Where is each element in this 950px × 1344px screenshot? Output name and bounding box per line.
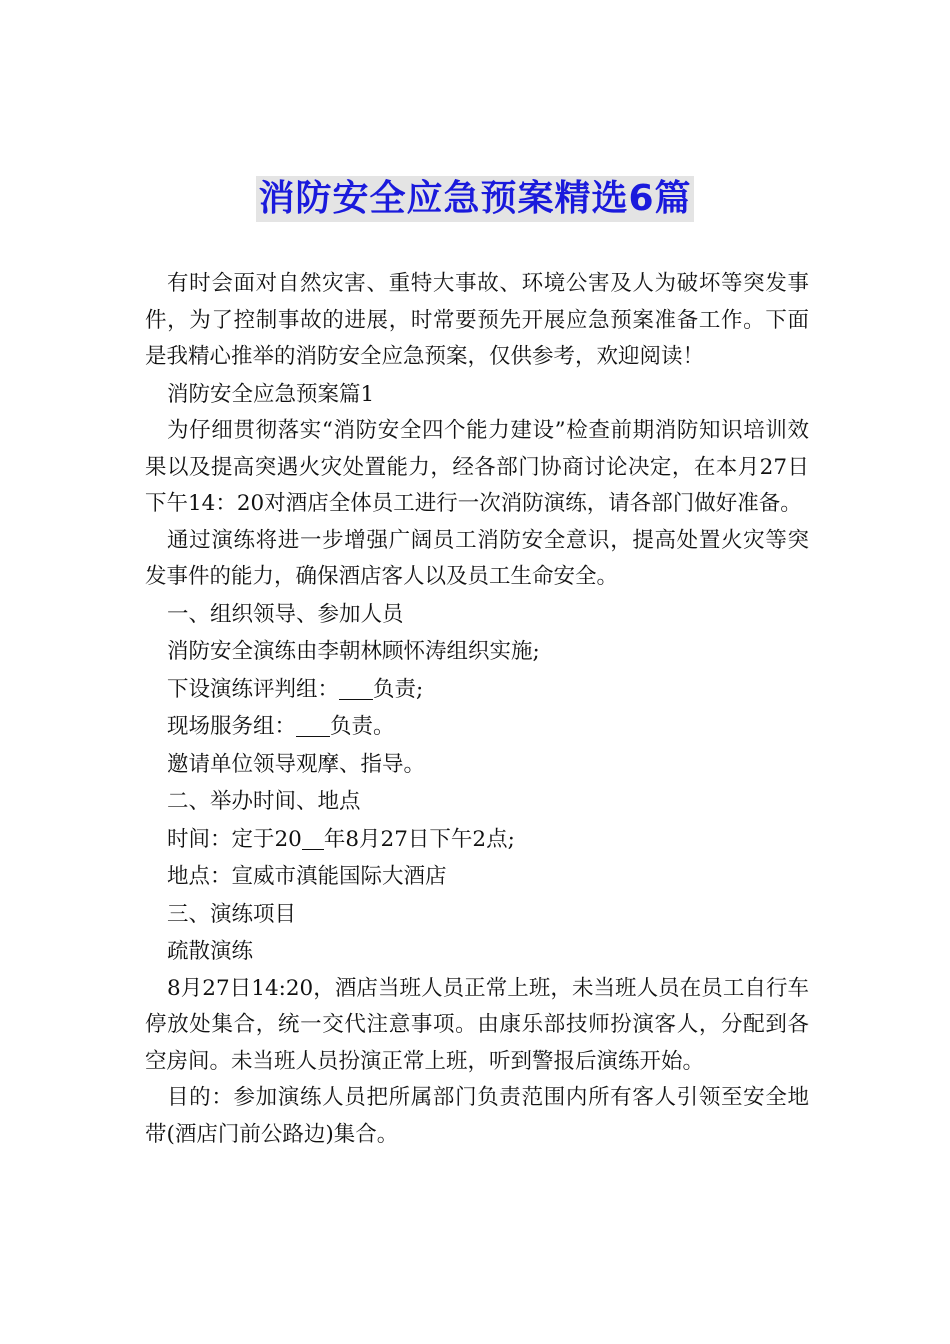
judge-suffix: 负责; [373,676,424,702]
fill-in-blank [339,677,373,700]
heading-organization: 一、组织领导、参加人员 [167,601,404,627]
title-container [0,176,950,222]
document-body [145,266,809,1153]
judge-prefix: 下设演练评判组： [167,676,340,702]
section-heading: 消防安全应急预案篇1 [167,381,375,407]
fill-in-blank [302,827,324,850]
line-place: 地点：宣威市滇能国际大酒店 [167,864,447,889]
heading-drill-items: 三、演练项目 [167,901,297,927]
heading-time-place: 二、举办时间、地点 [167,789,361,814]
time-suffix: 年8月27日下午2点; [323,826,515,852]
paragraph-1: 为仔细贯彻落实“消防安全四个能力建设”检查前期消防知识培训效果以及提高突遇火灾处置能力，经各部门协商讨论决定，在本月27日下午14：20对酒店全体员工进行一次消防演练，请各部门做好准备。 [145,418,809,516]
paragraph-4: 目的：参加演练人员把所属部门负责范围内所有客人引领至安全地带(酒店门前公路边)集合。 [145,1085,809,1147]
line-evacuation: 疏散演练 [167,939,254,964]
service-prefix: 现场服务组： [167,714,297,739]
paragraph-2: 通过演练将进一步增强广阔员工消防安全意识，提高处置火灾等突发事件的能力，确保酒店客人以及员工生命安全。 [145,527,809,589]
line-service-group [145,708,809,746]
paragraph-3: 8月27日14:20，酒店当班人员正常上班，未当班人员在员工自行车停放处集合，统一交代注意事项。由康乐部技师扮演客人，分配到各空房间。未当班人员扮演正常上班，听到警报后演练开始。 [145,975,809,1074]
fill-in-blank [296,715,330,738]
line-invite: 邀请单位领导观摩、指导。 [167,751,426,777]
intro-paragraph: 有时会面对自然灾害、重特大事故、环境公害及人为破坏等突发事件，为了控制事故的进展，时常要预先开展应急预案准备工作。下面是我精心推举的消防安全应急预案，仅供参考，欢迎阅读！ [145,271,809,369]
service-suffix: 负责。 [330,714,395,739]
line-judge-group [145,671,809,709]
line-time [145,821,809,859]
document-title: 消防安全应急预案精选6篇 [256,176,693,222]
time-prefix: 时间：定于20 [167,826,302,852]
line-organizer: 消防安全演练由李朝林顾怀涛组织实施; [167,639,540,664]
